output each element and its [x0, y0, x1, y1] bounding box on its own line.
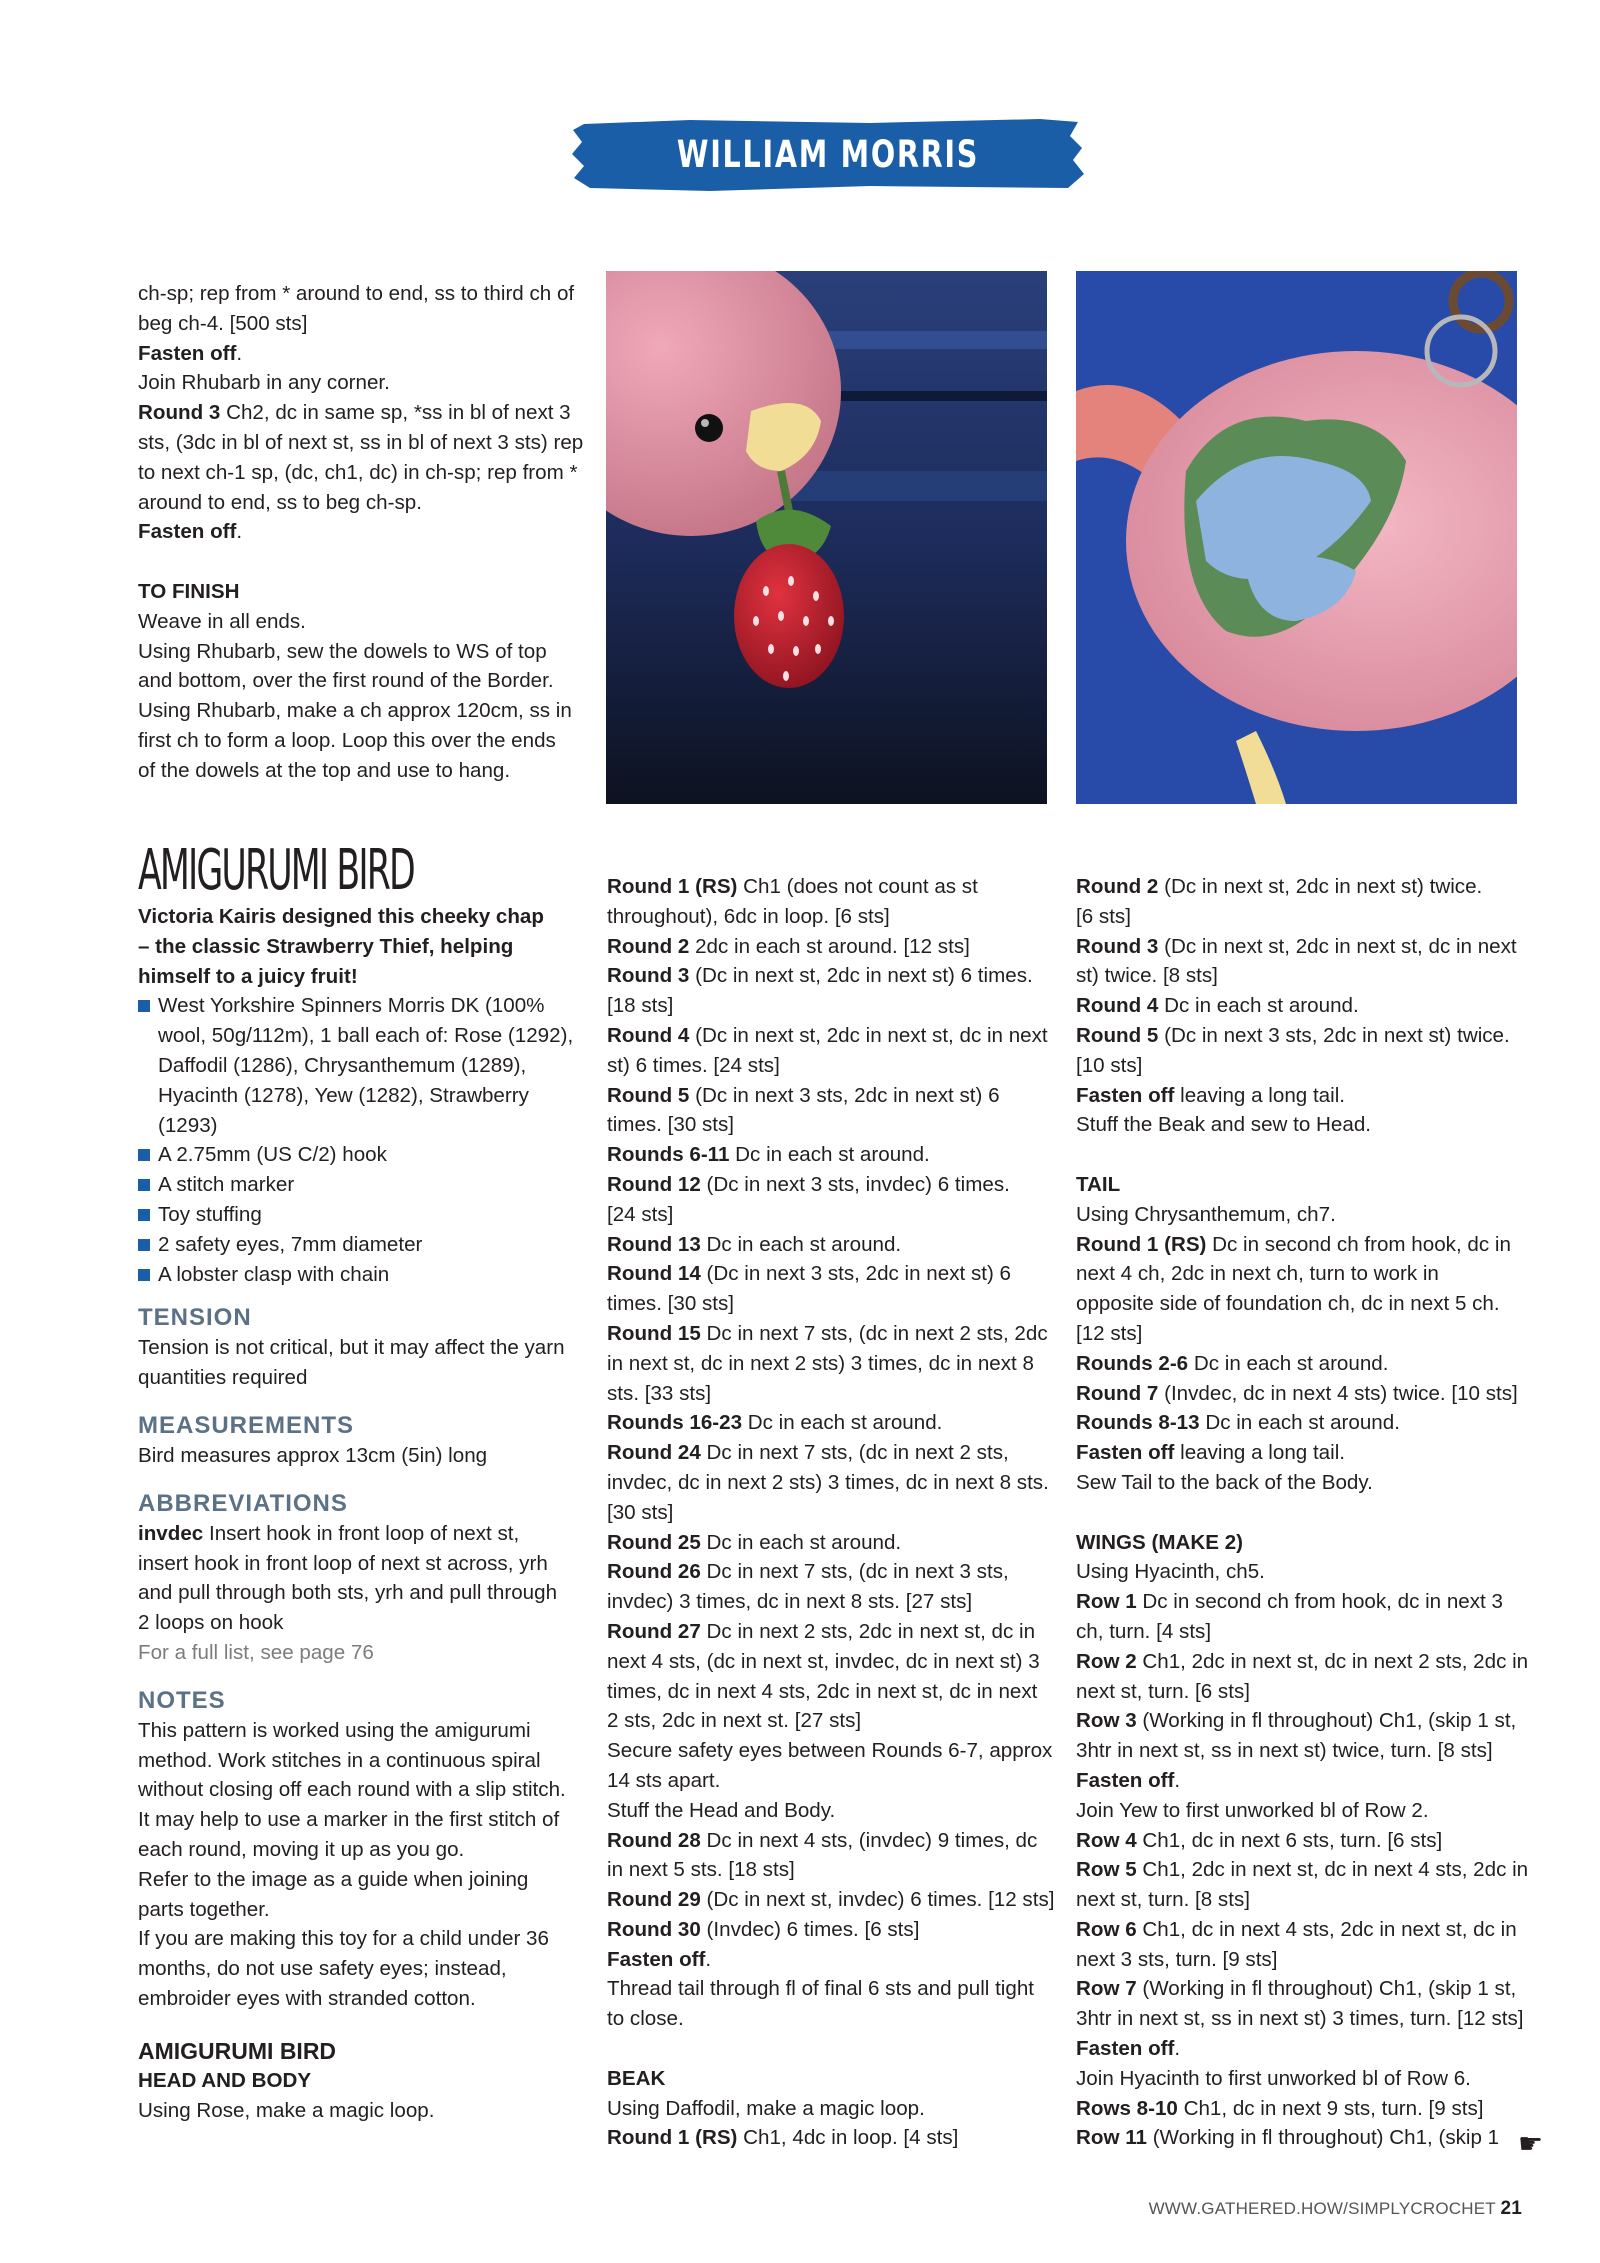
pattern-line: Round 2 (Dc in next st, 2dc in next st) twice. — [1076, 875, 1483, 898]
section-banner — [570, 118, 1086, 250]
pattern-line: Fasten off leaving a long tail. — [1076, 1083, 1345, 1107]
notes-line: Refer to the image as a guide when joining — [138, 1867, 529, 1891]
pattern-line: Round 4 (Dc in next st, 2dc in next st, dc in next — [607, 1023, 1048, 1047]
pattern-line: Round 3 (Dc in next st, 2dc in next st) 6 times. — [607, 964, 1033, 988]
pattern-line: Round 3 (Dc in next st, 2dc in next st, dc in next — [1076, 934, 1517, 958]
bold-label: Row 5 — [1076, 1858, 1137, 1882]
spacer — [607, 2034, 1057, 2064]
notes-line: If you are making this toy for a child under 36 — [138, 1927, 549, 1951]
text-line: Using Rhubarb, sew the dowels to WS of top — [138, 639, 547, 663]
tension-heading: TENSION — [138, 1304, 252, 1332]
pattern-line: Sew Tail to the back of the Body. — [1076, 1470, 1373, 1494]
pattern-line: Round 12 (Dc in next 3 sts, invdec) 6 times. — [607, 1172, 1010, 1196]
notes-line: parts together. — [138, 1897, 270, 1921]
abbreviations-text — [138, 1519, 593, 1638]
bold-label: Row 3 — [1076, 1709, 1137, 1733]
bold-label: Row 11 — [1076, 2126, 1147, 2150]
pattern-line: Join Yew to first unworked bl of Row 2. — [1076, 1798, 1429, 1822]
pattern-line: Fasten off. — [1076, 2037, 1181, 2061]
bold-label: Round 3 — [1076, 934, 1159, 958]
page-footer — [1149, 2198, 1522, 2220]
pattern-line: next 4 sts, (dc in next st, invdec, dc in next st) 3 — [607, 1649, 1040, 1673]
pattern-line: Round 24 Dc in next 7 sts, (dc in next 2 sts, — [607, 1441, 1009, 1465]
pattern-line: to close. — [607, 2007, 684, 2031]
abbreviation-line: invdec Insert hook in front loop of next st, — [138, 1521, 520, 1545]
intro-line: – the classic Strawberry Thief, helping — [138, 934, 514, 958]
notes-line: This pattern is worked using the amigurumi — [138, 1718, 531, 1742]
pointing-hand-icon: ☛ — [1518, 2128, 1544, 2159]
spacer — [138, 547, 588, 577]
bold-label: Round 5 — [607, 1083, 690, 1107]
pattern-line: Row 11 (Working in fl throughout) Ch1, (skip 1 — [1076, 2126, 1500, 2150]
bold-label: TAIL — [1076, 1172, 1121, 1196]
pattern-line: Stuff the Beak and sew to Head. — [1076, 1113, 1371, 1137]
material-item: A 2.75mm (US C/2) hook — [138, 1140, 593, 1170]
text-line: Round 3 Ch2, dc in same sp, *ss in bl of next 3 — [138, 401, 571, 425]
abbreviations-note: For a full list, see page 76 — [138, 1640, 374, 1664]
pattern-line: Round 13 Dc in each st around. — [607, 1232, 902, 1256]
materials-list — [138, 991, 593, 1289]
pattern-line: Row 4 Ch1, dc in next 6 sts, turn. [6 sts] — [1076, 1828, 1443, 1852]
pattern-line: Stuff the Head and Body. — [607, 1798, 836, 1822]
article-intro — [138, 902, 593, 991]
bold-label: Rounds 8-13 — [1076, 1411, 1200, 1435]
pattern-line: Row 7 (Working in fl throughout) Ch1, (skip 1 st, — [1076, 1977, 1517, 2001]
pattern-line: Fasten off leaving a long tail. — [1076, 1441, 1345, 1465]
pattern-line: 3htr in next st, ss in next st) 3 times, turn. [12 sts] — [1076, 2007, 1524, 2031]
pattern-line: invdec, dc in next 2 sts) 3 times, dc in next 8 sts. — [607, 1470, 1049, 1494]
pattern-line: sts. [33 sts] — [607, 1381, 712, 1405]
text-line: and bottom, over the first round of the Border. — [138, 669, 554, 693]
notes-text — [138, 1716, 593, 2014]
bold-label: Round 4 — [1076, 994, 1159, 1018]
pattern-line: times, dc in next 4 sts, 2dc in next st, dc in next — [607, 1679, 1038, 1703]
pattern-line: ch, turn. [4 sts] — [1076, 1619, 1212, 1643]
pattern-line: Rounds 16-23 Dc in each st around. — [607, 1411, 943, 1435]
bold-label: Fasten off — [1076, 1768, 1175, 1792]
pattern-line — [1076, 1528, 1536, 1558]
pattern-line: Rounds 6-11 Dc in each st around. — [607, 1143, 930, 1167]
pattern-line: Using Chrysanthemum, ch7. — [1076, 1202, 1336, 1226]
pattern-line: Round 26 Dc in next 7 sts, (dc in next 3 sts, — [607, 1560, 1009, 1584]
pattern-line: Rounds 8-13 Dc in each st around. — [1076, 1411, 1400, 1435]
notes-line: each round, moving it up as you go. — [138, 1837, 465, 1861]
material-item: A lobster clasp with chain — [138, 1260, 593, 1290]
bold-label: Row 6 — [1076, 1917, 1137, 1941]
pattern-line: times. [30 sts] — [607, 1113, 735, 1137]
material-item: 2 safety eyes, 7mm diameter — [138, 1230, 593, 1260]
bold-label: Round 2 — [1076, 875, 1159, 898]
bold-label: Row 2 — [1076, 1649, 1137, 1673]
pattern-line: Using Hyacinth, ch5. — [1076, 1560, 1265, 1584]
bold-label: Round 15 — [607, 1321, 701, 1345]
bold-label: Round 3 — [138, 401, 221, 425]
text-line: to next ch-1 sp, (dc, ch1, dc) in ch-sp; rep from * — [138, 460, 578, 484]
pattern-line: Round 2 2dc in each st around. [12 sts] — [607, 934, 970, 958]
pattern-line: Round 28 Dc in next 4 sts, (invdec) 9 times, dc — [607, 1828, 1038, 1852]
bold-label: Round 2 — [607, 934, 690, 958]
bold-label: Round 3 — [607, 964, 690, 988]
pattern-line: Round 29 (Dc in next st, invdec) 6 times. [12 sts] — [607, 1888, 1055, 1912]
pattern-line: [18 sts] — [607, 994, 674, 1018]
tension-text — [138, 1333, 593, 1393]
abbreviations-heading: ABBREVIATIONS — [138, 1489, 348, 1517]
pattern-line: Thread tail through fl of final 6 sts and pull tight — [607, 1977, 1034, 2001]
material-item: Toy stuffing — [138, 1200, 593, 1230]
pattern-line: Row 1 Dc in second ch from hook, dc in next 3 — [1076, 1590, 1503, 1614]
text-line: Weave in all ends. — [138, 609, 306, 633]
notes-line: without closing off each round with a slip stitch. — [138, 1778, 566, 1802]
pattern-line — [607, 2064, 1057, 2094]
pattern-line: Row 2 Ch1, 2dc in next st, dc in next 2 sts, 2dc in — [1076, 1649, 1529, 1673]
abbreviation-line: and pull through both sts, yrh and pull through — [138, 1581, 558, 1605]
strawberry-bird-photo — [606, 271, 1047, 804]
pattern-line: next st, turn. [6 sts] — [1076, 1679, 1250, 1703]
pattern-line: [6 sts] — [1076, 904, 1131, 928]
bold-label: Round 1 (RS) — [607, 875, 738, 898]
text-line: Fasten off. — [138, 341, 243, 365]
pattern-line: Round 1 (RS) Ch1 (does not count as st — [607, 875, 978, 898]
material-item: West Yorkshire Spinners Morris DK (100% wool, 50g/112m), 1 ball each of: Rose (1292), Daffodil (1286), Chrysanthemum (1289), Hyacinth (1278), Yew (1282), Strawberry (1293) — [138, 991, 593, 1140]
bold-label: Rounds 2-6 — [1076, 1351, 1189, 1375]
pattern-line: st) twice. [8 sts] — [1076, 964, 1218, 988]
pattern-line: Row 3 (Working in fl throughout) Ch1, (skip 1 st, — [1076, 1709, 1517, 1733]
bold-label: Round 13 — [607, 1232, 701, 1256]
spacer — [1076, 1498, 1536, 1528]
text-line: of the dowels at the top and use to hang. — [138, 758, 511, 782]
column-1-top-text — [138, 279, 588, 786]
abbreviation-line: insert hook in front loop of next st across, yrh — [138, 1551, 548, 1575]
pattern-line: Join Hyacinth to first unworked bl of Row 6. — [1076, 2066, 1471, 2090]
bold-label: Round 1 (RS) — [1076, 1232, 1207, 1256]
bold-label: Fasten off — [1076, 1441, 1175, 1465]
notes-line: method. Work stitches in a continuous spiral — [138, 1748, 541, 1772]
bold-label: Fasten off — [138, 341, 237, 365]
notes-heading: NOTES — [138, 1686, 226, 1714]
notes-line: It may help to use a marker in the first stitch of — [138, 1808, 560, 1832]
pattern-line: 14 sts apart. — [607, 1768, 721, 1792]
pattern-line: Round 7 (Invdec, dc in next 4 sts) twice. [10 sts] — [1076, 1381, 1518, 1405]
pattern-line: [12 sts] — [1076, 1321, 1143, 1345]
pattern-line: in next st, dc in next 2 sts) 3 times, dc in next 8 — [607, 1351, 1034, 1375]
abbreviation-line: 2 loops on hook — [138, 1611, 284, 1635]
pattern-line: 3htr in next st, ss in next st) twice, turn. [8 sts] — [1076, 1739, 1493, 1763]
pattern-line: next 3 sts, turn. [9 sts] — [1076, 1947, 1278, 1971]
measurements-heading: MEASUREMENTS — [138, 1411, 355, 1439]
column-3-text — [1076, 872, 1536, 2153]
measurements-text — [138, 1441, 593, 1471]
wing-closeup-photo — [1076, 271, 1517, 804]
pattern-line: Using Daffodil, make a magic loop. — [607, 2096, 925, 2120]
bold-label: Rows 8-10 — [1076, 2096, 1178, 2120]
intro-line: himself to a juicy fruit! — [138, 964, 358, 988]
bold-label: Fasten off — [1076, 1083, 1175, 1107]
pattern-line: Secure safety eyes between Rounds 6-7, approx — [607, 1739, 1053, 1763]
text-line — [138, 577, 588, 607]
banner-title: WILLIAM MORRIS COLLECTION — [676, 133, 980, 250]
column-2-text — [607, 872, 1057, 2153]
bold-label: Rounds 6-11 — [607, 1143, 730, 1167]
bold-label: Row 1 — [1076, 1590, 1137, 1614]
pattern-line: Round 25 Dc in each st around. — [607, 1530, 902, 1554]
notes-line: embroider eyes with stranded cotton. — [138, 1986, 476, 2010]
bold-label: Row 4 — [1076, 1828, 1137, 1852]
pattern-line — [1076, 1170, 1536, 1200]
pattern-line: Row 6 Ch1, dc in next 4 sts, 2dc in next st, dc in — [1076, 1917, 1517, 1941]
bold-label: Round 29 — [607, 1888, 701, 1912]
footer-url: WWW.GATHERED.HOW/SIMPLYCROCHET — [1148, 2199, 1496, 2218]
bold-label: Round 1 (RS) — [607, 2126, 738, 2150]
bold-label: Round 7 — [1076, 1381, 1159, 1405]
pattern-line: Round 5 (Dc in next 3 sts, 2dc in next st) 6 — [607, 1083, 1000, 1107]
bold-label: Rounds 16-23 — [607, 1411, 743, 1435]
page-number: 21 — [1500, 2198, 1522, 2219]
pattern-line: next st, turn. [8 sts] — [1076, 1888, 1250, 1912]
article-column — [138, 840, 593, 2125]
head-body-heading: HEAD AND BODY — [138, 2068, 312, 2092]
bold-label: Round 28 — [607, 1828, 701, 1852]
pattern-line: next 4 ch, 2dc in next ch, turn to work in — [1076, 1262, 1439, 1286]
tension-line: Tension is not critical, but it may affect the yarn — [138, 1336, 565, 1360]
spacer — [1076, 1140, 1536, 1170]
text-line: around to end, ss to beg ch-sp. — [138, 490, 422, 514]
text-line: Join Rhubarb in any corner. — [138, 371, 390, 395]
text-line: ch-sp; rep from * around to end, ss to third ch of — [138, 282, 575, 305]
pattern-line: invdec) 3 times, dc in next 8 sts. [27 sts] — [607, 1590, 973, 1614]
material-item: A stitch marker — [138, 1170, 593, 1200]
pattern-line: Round 30 (Invdec) 6 times. [6 sts] — [607, 1917, 920, 1941]
bold-label: Round 25 — [607, 1530, 701, 1554]
pattern-line: opposite side of foundation ch, dc in next 5 ch. — [1076, 1292, 1500, 1316]
pattern-line: Round 5 (Dc in next 3 sts, 2dc in next st) twice. — [1076, 1023, 1510, 1047]
pattern-line: 2 sts, 2dc in next st. [27 sts] — [607, 1709, 862, 1733]
pattern-line: Round 1 (RS) Dc in second ch from hook, dc in — [1076, 1232, 1511, 1256]
pattern-line: [24 sts] — [607, 1202, 674, 1226]
pattern-line: Fasten off. — [607, 1947, 712, 1971]
article-title: AMIGURUMI BIRD — [138, 838, 414, 903]
pattern-line: Round 14 (Dc in next 3 sts, 2dc in next st) 6 — [607, 1262, 1012, 1286]
pattern-heading: AMIGURUMI BIRD — [138, 2037, 337, 2064]
pattern-line: in next 5 sts. [18 sts] — [607, 1858, 795, 1882]
pattern-line: Fasten off. — [1076, 1768, 1181, 1792]
bold-label: invdec — [138, 1521, 204, 1545]
bold-label: Fasten off — [1076, 2037, 1175, 2061]
notes-line: months, do not use safety eyes; instead, — [138, 1957, 507, 1981]
pattern-line: [10 sts] — [1076, 1053, 1143, 1077]
bold-label: WINGS (MAKE 2) — [1076, 1530, 1244, 1554]
text-line: sts, (3dc in bl of next st, ss in bl of next 3 sts) rep — [138, 430, 584, 454]
pattern-line: throughout), 6dc in loop. [6 sts] — [607, 904, 890, 928]
bold-label: Row 7 — [1076, 1977, 1137, 2001]
pattern-line: Round 1 (RS) Ch1, 4dc in loop. [4 sts] — [607, 2126, 959, 2150]
tension-line: quantities required — [138, 1366, 308, 1390]
text-line: beg ch-4. [500 sts] — [138, 311, 308, 335]
bold-label: Round 12 — [607, 1172, 701, 1196]
bold-label: Round 27 — [607, 1619, 701, 1643]
pattern-line: Round 4 Dc in each st around. — [1076, 994, 1359, 1018]
bold-label: BEAK — [607, 2066, 666, 2090]
bold-label: Round 5 — [1076, 1023, 1159, 1047]
pattern-line: Round 27 Dc in next 2 sts, 2dc in next st, dc in — [607, 1619, 1036, 1643]
bold-label: Fasten off — [607, 1947, 706, 1971]
bold-label: Round 30 — [607, 1917, 701, 1941]
pattern-line: times. [30 sts] — [607, 1292, 735, 1316]
bold-label: Round 4 — [607, 1023, 690, 1047]
pattern-line: [30 sts] — [607, 1500, 674, 1524]
pattern-line: Round 15 Dc in next 7 sts, (dc in next 2 sts, 2dc — [607, 1321, 1048, 1345]
pattern-line: Row 5 Ch1, 2dc in next st, dc in next 4 sts, 2dc in — [1076, 1858, 1529, 1882]
intro-line: Victoria Kairis designed this cheeky chap — [138, 905, 544, 928]
head-body-start: Using Rose, make a magic loop. — [138, 2098, 435, 2122]
text-line: Using Rhubarb, make a ch approx 120cm, ss in — [138, 699, 572, 723]
pattern-line: Rows 8-10 Ch1, dc in next 9 sts, turn. [9 sts] — [1076, 2096, 1484, 2120]
measurements-line: Bird measures approx 13cm (5in) long — [138, 1443, 488, 1467]
pattern-line: st) 6 times. [24 sts] — [607, 1053, 780, 1077]
bold-label: Round 24 — [607, 1441, 701, 1465]
text-line: Fasten off. — [138, 520, 243, 544]
bold-label: Round 26 — [607, 1560, 701, 1584]
bold-label: TO FINISH — [138, 579, 240, 603]
bold-label: Fasten off — [138, 520, 237, 544]
pattern-line: Rounds 2-6 Dc in each st around. — [1076, 1351, 1389, 1375]
bold-label: Round 14 — [607, 1262, 701, 1286]
text-line: first ch to form a loop. Loop this over the ends — [138, 728, 556, 752]
